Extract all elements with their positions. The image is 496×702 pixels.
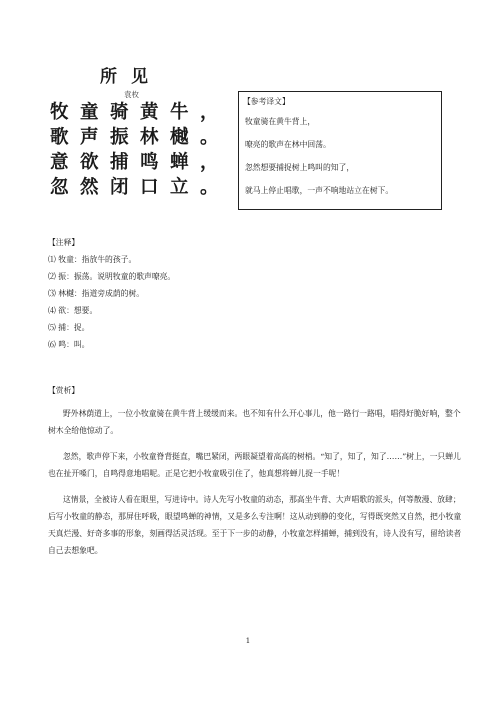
poem-punct: ， — [200, 102, 219, 123]
note-item: ⑵ 振：振荡。说明牧童的歌声嘹亮。 — [48, 272, 176, 281]
notes-section — [48, 237, 175, 356]
translation-line: 忽然想要捕捉树上鸣叫的知了， — [245, 163, 355, 172]
poem-char: 鸣 — [140, 152, 159, 173]
poem-char: 蝉 — [170, 152, 189, 173]
poem-title: 所见 — [100, 67, 162, 87]
poem-char: 黄 — [140, 102, 159, 123]
poem-body — [50, 100, 230, 200]
poem-char: 童 — [80, 102, 99, 123]
analysis-section — [48, 385, 466, 568]
poem-punct: ， — [200, 152, 219, 173]
poem-char: 牛 — [170, 102, 189, 123]
poem-char: 口 — [140, 177, 159, 198]
poem-char: 歌 — [50, 127, 69, 148]
poem-line-2 — [50, 125, 230, 150]
notes-heading: 【注释】 — [48, 238, 80, 247]
poem-char: 立 — [170, 177, 189, 198]
note-item: ⑸ 捕：捉。 — [48, 323, 90, 332]
poem-line-1 — [50, 100, 230, 125]
translation-heading: 【参考译文】 — [243, 97, 290, 106]
poem-char: 捕 — [110, 152, 129, 173]
poem-author: 袁枚 — [124, 90, 139, 99]
poem-char: 骑 — [110, 102, 129, 123]
poem-char: 欲 — [80, 152, 99, 173]
note-item: ⑷ 欲：想要。 — [48, 306, 98, 315]
poem-char: 然 — [80, 177, 99, 198]
translation-line: 就马上停止唱歌，一声不响地站立在树下。 — [245, 186, 394, 195]
translation-line: 嘹亮的歌声在林中回荡。 — [245, 140, 331, 149]
poem-char: 林 — [140, 127, 159, 148]
poem-char: 意 — [50, 152, 69, 173]
analysis-paragraph: 忽然，歌声停下来，小牧童脊背挺直，嘴巴紧闭，两眼凝望着高高的树梢。“知了，知了，知了……”树上，一只蝉儿也在扯开嗓门，自鸣得意地唱呢。正是它把小牧童吸引住了，他真想将蝉儿捉一手呢！ — [48, 452, 461, 478]
poem-punct: 。 — [200, 177, 219, 198]
note-item: ⑴ 牧童：指放牛的孩子。 — [48, 255, 137, 264]
translation-line: 牧童骑在黄牛背上， — [245, 117, 316, 126]
poem-line-4 — [50, 175, 230, 200]
poem-char: 声 — [80, 127, 99, 148]
analysis-paragraph: 这情景，全被诗人看在眼里，写进诗中。诗人先写小牧童的动态，那高坐牛背、大声唱歌的派头，何等散漫、放肆；后写小牧童的静态，那屏住呼吸，眼望鸣蝉的神情，又是多么专注啊！这从动到静的变化，写得既突然又自然，把小牧童天真烂漫、好奇多事的形象，刻画得活灵活现。至于下一步的动静，小牧童怎样捕蝉，捕到没有，诗人没有写，留给读者自己去想象吧。 — [48, 495, 462, 555]
page-number: 1 — [245, 637, 251, 645]
poem-punct: 。 — [200, 127, 219, 148]
poem-char: 牧 — [50, 102, 69, 123]
analysis-heading: 【赏析】 — [48, 386, 80, 395]
poem-line-3 — [50, 150, 230, 175]
note-item: ⑹ 鸣：叫。 — [48, 340, 90, 349]
poem-char: 闭 — [110, 177, 129, 198]
poem-char: 忽 — [50, 177, 69, 198]
poem-char: 振 — [110, 127, 129, 148]
analysis-paragraph: 野外林荫道上，一位小牧童骑在黄牛背上缓缓而来。也不知有什么开心事儿，他一路行一路唱，唱得好脆好响，整个树木全给他惊动了。 — [48, 409, 461, 435]
translation-box — [238, 91, 442, 210]
poem-char: 樾 — [170, 127, 189, 148]
note-item: ⑶ 林樾：指道旁成荫的树。 — [48, 289, 145, 298]
